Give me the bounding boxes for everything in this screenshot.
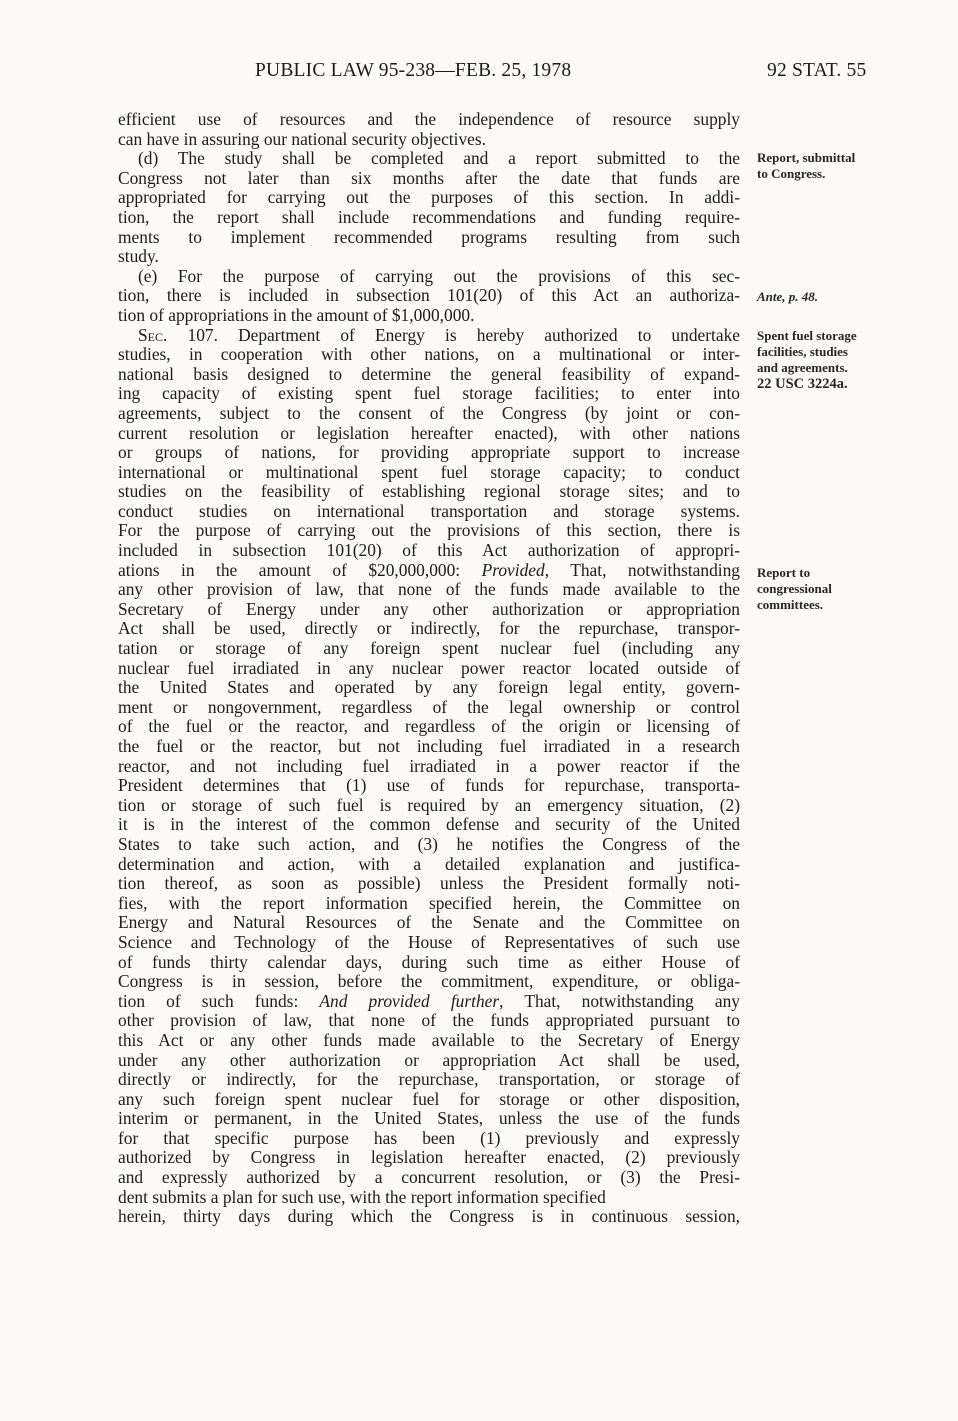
statute-page-number: 92 STAT. 55: [767, 60, 867, 81]
body-text-line: the fuel or the reactor, but not including fuel irradiated in a research: [118, 736, 740, 756]
body-text-line: tion of such funds: And provided further, That, notwithstanding any: [118, 990, 740, 1011]
body-text-line: ments to implement recommended programs resulting from such: [118, 226, 740, 247]
margin-note-line: Report, submittal: [757, 150, 856, 165]
body-text-line: tion, there is included in subsection 101(20) of this Act an authoriza-: [118, 285, 740, 306]
body-text-line: ment or nongovernment, regardless of the legal ownership or control: [118, 696, 740, 717]
body-text-line: Energy and Natural Resources of the Senate and the Committee on: [118, 912, 740, 933]
body-text-line: studies, in cooperation with other nations, on a multinational or inter-: [118, 344, 740, 365]
body-text-line: interim or permanent, in the United States, unless the use of the funds: [118, 1108, 740, 1129]
margin-note-line: Spent fuel storage: [757, 328, 857, 343]
body-text-line: (d) The study shall be completed and a report submitted to the: [138, 148, 740, 169]
usc-citation: 22 USC 3224a.: [757, 376, 848, 392]
body-text-line: studies on the feasibility of establishing regional storage sites; and to: [118, 481, 740, 502]
body-text-line: tion or storage of such fuel is required by an emergency situation, (2): [118, 794, 740, 815]
body-text-line: for that specific purpose has been (1) previously and expressly: [118, 1127, 740, 1148]
body-text-line: included in subsection 101(20) of this Act authorization of appropri-: [118, 540, 740, 561]
body-text-line: current resolution or legislation hereafter enacted), with other nations: [118, 422, 740, 443]
body-text-line: ations in the amount of $20,000,000: Provided, That, notwithstanding: [118, 559, 740, 580]
margin-note-line: congressional: [757, 581, 832, 596]
body-text-line: appropriated for carrying out the purposes of this section. In addi-: [118, 187, 740, 208]
body-text-line: Congress is in session, before the commitment, expenditure, or obliga-: [118, 971, 740, 992]
body-text-line: of the fuel or the reactor, and regardless of the origin or licensing of: [118, 716, 740, 737]
body-text-line: study.: [118, 246, 159, 267]
body-text-line: it is in the interest of the common defense and security of the United: [118, 814, 740, 835]
body-text-line: ing capacity of existing spent fuel storage facilities; to enter into: [118, 383, 740, 404]
body-text-line: Sec. 107. Department of Energy is hereby authorized to undertake: [138, 324, 740, 345]
body-text-line: President determines that (1) use of funds for repurchase, transporta-: [118, 775, 740, 796]
body-text-line: conduct studies on international transportation and storage systems.: [118, 500, 740, 521]
body-text-line: other provision of law, that none of the funds appropriated pursuant to: [118, 1010, 740, 1031]
body-text-line: tion, the report shall include recommendations and funding require-: [118, 206, 740, 227]
margin-note-line: Ante, p. 48.: [757, 289, 819, 304]
body-text-line: Science and Technology of the House of Representatives of such use: [118, 931, 740, 952]
statute-body-text: [118, 110, 740, 1227]
body-text-line: herein, thirty days during which the Congress is in continuous session,: [118, 1206, 740, 1227]
body-text-line: fies, with the report information specified herein, the Committee on: [118, 892, 740, 913]
body-text-line: authorized by Congress in legislation hereafter enacted, (2) previously: [118, 1147, 740, 1168]
body-text-line: the United States and operated by any foreign legal entity, govern-: [118, 677, 740, 698]
body-text-line: agreements, subject to the consent of the Congress (by joint or con-: [118, 402, 740, 423]
body-text-line: tation or storage of any foreign spent nuclear fuel (including any: [118, 638, 740, 659]
body-text-line: any such foreign spent nuclear fuel for storage or other disposition,: [118, 1088, 740, 1109]
body-text-line: Act shall be used, directly or indirectly, for the repurchase, transpor-: [118, 618, 740, 639]
body-text-line: of funds thirty calendar days, during such time as either House of: [118, 951, 740, 972]
body-text-line: tion thereof, as soon as possible) unless the President formally noti-: [118, 873, 740, 894]
body-text-line: efficient use of resources and the independence of resource supply: [118, 109, 740, 129]
body-text-line: (e) For the purpose of carrying out the provisions of this sec-: [138, 265, 740, 286]
body-text-line: dent submits a plan for such use, with the report information specified: [118, 1186, 606, 1207]
body-text-line: national basis designed to determine the general feasibility of expand-: [118, 363, 740, 384]
running-head-title: PUBLIC LAW 95-238—FEB. 25, 1978: [255, 60, 572, 81]
body-text-line: Secretary of Energy under any other authorization or appropriation: [118, 598, 740, 619]
margin-note-ante-reference: [757, 289, 952, 305]
body-text-line: and expressly authorized by a concurrent resolution, or (3) the Presi-: [118, 1167, 740, 1188]
margin-note-report-submittal: [757, 150, 952, 182]
body-text-line: nuclear fuel irradiated in any nuclear power reactor located outside of: [118, 657, 740, 678]
margin-note-line: to Congress.: [757, 166, 826, 181]
body-text-line: Congress not later than six months after the date that funds are: [118, 167, 740, 188]
body-text-line: For the purpose of carrying out the provisions of this section, there is: [118, 520, 740, 541]
margin-note-spent-fuel: [757, 328, 952, 392]
body-text-line: under any other authorization or appropriation Act shall be used,: [118, 1049, 740, 1070]
body-text-line: or groups of nations, for providing appropriate support to increase: [118, 442, 740, 463]
body-text-line: can have in assuring our national security objectives.: [118, 128, 486, 149]
body-text-line: this Act or any other funds made available to the Secretary of Energy: [118, 1029, 740, 1050]
margin-note-report-committees: [757, 565, 952, 613]
body-text-line: international or multinational spent fuel storage capacity; to conduct: [118, 461, 740, 482]
margin-note-line: committees.: [757, 597, 824, 612]
body-text-line: States to take such action, and (3) he notifies the Congress of the: [118, 833, 740, 854]
margin-note-line: Report to: [757, 565, 811, 580]
body-text-line: determination and action, with a detailed explanation and justifica-: [118, 853, 740, 874]
margin-note-line: facilities, studies: [757, 344, 848, 359]
body-text-line: reactor, and not including fuel irradiated in a power reactor if the: [118, 755, 740, 776]
body-text-line: directly or indirectly, for the repurchase, transportation, or storage of: [118, 1069, 740, 1090]
page-header: [0, 60, 958, 88]
margin-note-line: and agreements.: [757, 360, 848, 375]
body-text-line: tion of appropriations in the amount of $1,000,000.: [118, 304, 475, 325]
body-text-line: any other provision of law, that none of the funds made available to the: [118, 579, 740, 600]
